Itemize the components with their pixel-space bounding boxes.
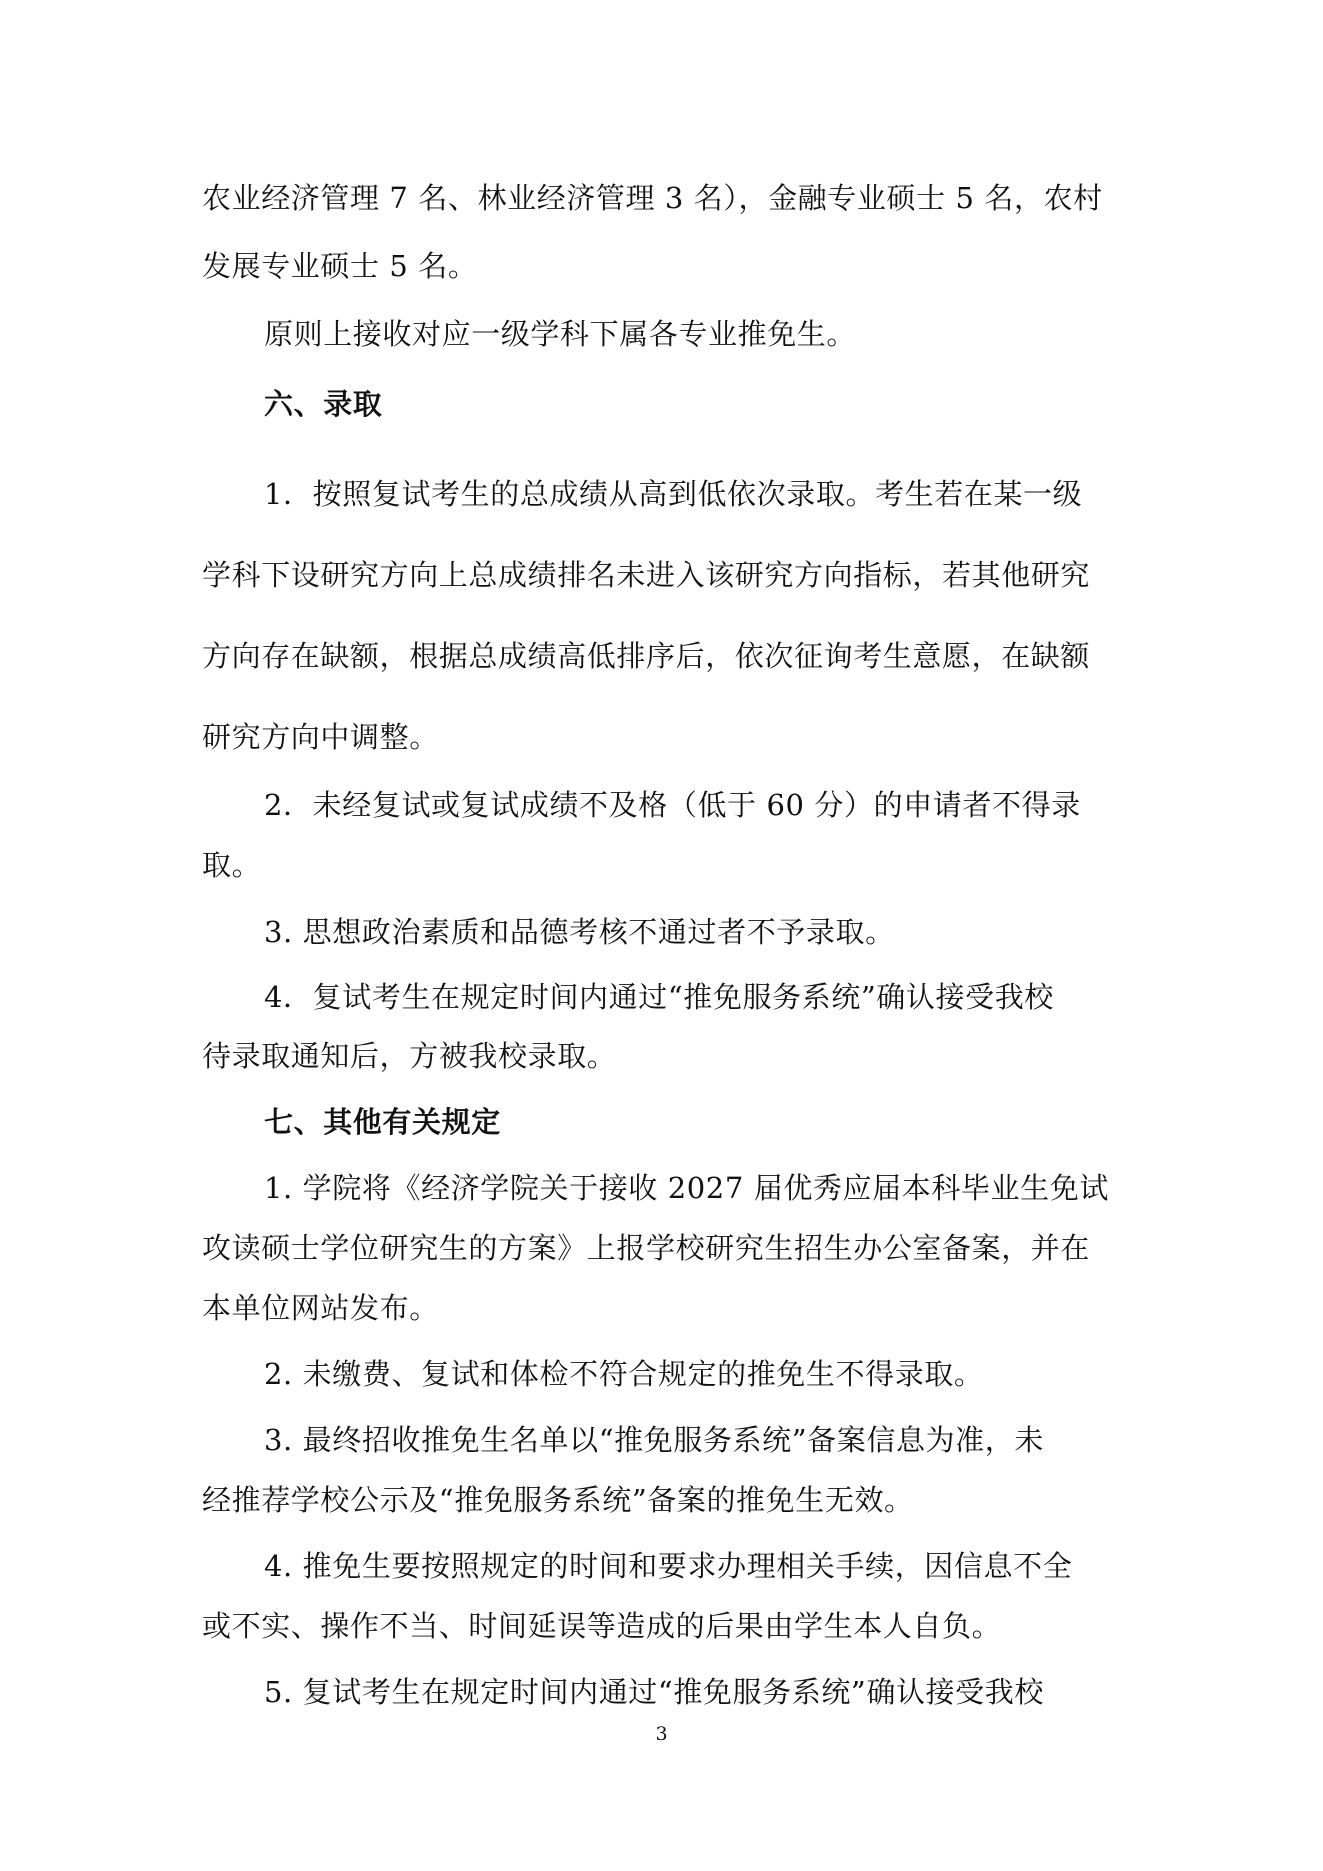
body-text-line: 待录取通知后，方被我校录取。 bbox=[202, 1039, 617, 1073]
body-text-line: 发展专业硕士 5 名。 bbox=[202, 249, 478, 283]
body-text-line: 或不实、操作不当、时间延误等造成的后果由学生本人自负。 bbox=[202, 1609, 1002, 1643]
body-text-line: 取。 bbox=[202, 848, 262, 882]
body-text-line: 4. 推免生要按照规定的时间和要求办理相关手续，因信息不全 bbox=[264, 1549, 1073, 1583]
page-number: 3 bbox=[655, 1723, 668, 1745]
body-text-line: 方向存在缺额，根据总成绩高低排序后，依次征询考生意愿，在缺额 bbox=[202, 639, 1091, 673]
section-heading-other-rules: 七、其他有关规定 bbox=[264, 1105, 501, 1139]
body-text-line: 5. 复试考生在规定时间内通过“推免服务系统”确认接受我校 bbox=[264, 1675, 1044, 1709]
body-text-line: 本单位网站发布。 bbox=[202, 1291, 439, 1325]
body-text-line: 研究方向中调整。 bbox=[202, 720, 439, 754]
body-text-line: 1. 学院将《经济学院关于接收 2027 届优秀应届本科毕业生免试 bbox=[264, 1171, 1109, 1205]
body-text-line: 原则上接收对应一级学科下属各专业推免生。 bbox=[264, 317, 857, 351]
body-text-line: 2．未经复试或复试成绩不及格（低于 60 分）的申请者不得录 bbox=[264, 788, 1081, 822]
body-text-line: 2. 未缴费、复试和体检不符合规定的推免生不得录取。 bbox=[264, 1357, 984, 1391]
body-text-line: 攻读硕士学位研究生的方案》上报学校研究生招生办公室备案，并在 bbox=[202, 1231, 1091, 1265]
body-text-line: 经推荐学校公示及“推免服务系统”备案的推免生无效。 bbox=[202, 1483, 914, 1517]
section-heading-admission: 六、录取 bbox=[264, 387, 383, 421]
body-text-line: 4．复试考生在规定时间内通过“推免服务系统”确认接受我校 bbox=[264, 980, 1054, 1014]
body-text-line: 学科下设研究方向上总成绩排名未进入该研究方向指标，若其他研究 bbox=[202, 558, 1091, 592]
body-text-line: 3. 思想政治素质和品德考核不通过者不予录取。 bbox=[264, 915, 895, 949]
body-text-line: 1．按照复试考生的总成绩从高到低依次录取。考生若在某一级 bbox=[264, 477, 1083, 511]
body-text-line: 3. 最终招收推免生名单以“推免服务系统”备案信息为准，未 bbox=[264, 1423, 1044, 1457]
body-text-line: 农业经济管理 7 名、林业经济管理 3 名），金融专业硕士 5 名，农村 bbox=[202, 181, 1103, 215]
